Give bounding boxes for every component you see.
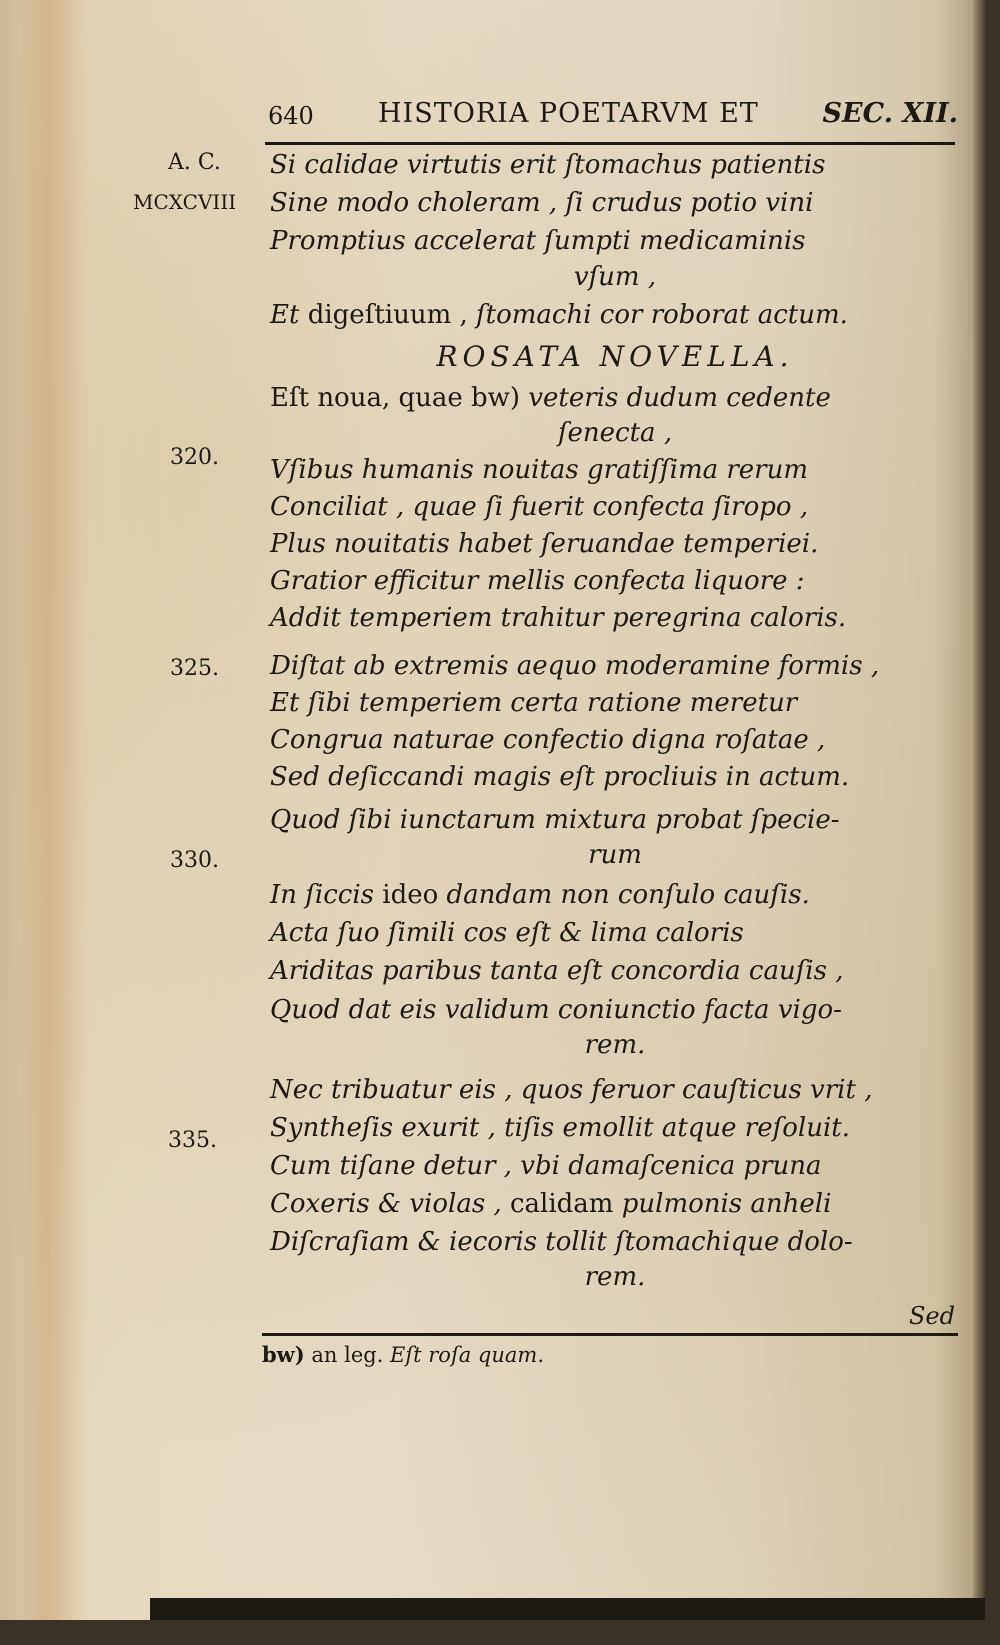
verse-fragment: ſtomachi cor roborat actum. xyxy=(467,300,848,330)
verse-line xyxy=(270,1189,960,1219)
verse-line: Congrua naturae confectio digna roſatae , xyxy=(270,725,826,755)
verse-line: Gratior efficitur mellis confecta liquore : xyxy=(270,566,805,596)
verse-line: Plus nouitatis habet ſeruandae temperiei. xyxy=(270,529,819,559)
poem-title: ROSATA NOVELLA. xyxy=(436,340,794,373)
verse-line: Vſibus humanis nouitas gratiſſima rerum xyxy=(270,455,809,485)
verse-fragment: ideo xyxy=(374,880,447,910)
verse-fragment: dandam non conſulo cauſis. xyxy=(446,880,810,910)
page-number: 640 xyxy=(268,102,314,130)
verse-line: Diſcraſiam & iecoris tollit ſtomachique dolo- xyxy=(270,1227,853,1257)
header-rule xyxy=(265,142,955,145)
verse-line: Si calidae virtutis erit ſtomachus patientis xyxy=(270,150,826,180)
verse-fragment: calidam xyxy=(501,1189,622,1219)
verse-line xyxy=(270,300,960,330)
page-edge-shadow xyxy=(973,0,985,1620)
verse-line: Et ſibi temperiem certa ratione meretur xyxy=(270,688,798,718)
verse-line: Cum tiſane detur , vbi damaſcenica pruna xyxy=(270,1151,822,1181)
verse-fragment: Coxeris & violas , xyxy=(270,1189,502,1219)
verse-line: Ariditas paribus tanta eſt concordia cauſis , xyxy=(270,956,844,986)
verse-line: Acta ſuo ſimili cos eſt & lima caloris xyxy=(270,918,744,948)
margin-line-number: 320. xyxy=(170,445,219,470)
verse-continuation: vſum , xyxy=(573,262,657,292)
margin-line-number: 325. xyxy=(170,656,219,681)
footnote-text: an leg. xyxy=(304,1343,391,1367)
page-bottom-edge xyxy=(150,1598,985,1620)
footnote-mark: bw) xyxy=(262,1342,305,1367)
verse-line: Quod ſibi iunctarum mixtura probat ſpecie- xyxy=(270,805,840,835)
margin-line-number: 335. xyxy=(168,1128,217,1153)
margin-year: MCXCVIII xyxy=(133,190,237,214)
verse-line: Diſtat ab extremis aequo moderamine formis , xyxy=(270,651,880,681)
page-stain xyxy=(20,0,90,1620)
verse-fragment: Eſt noua, quae bw) xyxy=(270,383,521,413)
verse-line: Quod dat eis validum coniunctio facta vigo- xyxy=(270,995,842,1025)
running-title: HISTORIA POETARVM ET xyxy=(378,98,759,129)
verse-fragment: In ſiccis xyxy=(270,880,374,910)
verse-line: Syntheſis exurit , tiſis emollit atque reſoluit. xyxy=(270,1113,850,1143)
margin-era: A. C. xyxy=(168,150,221,175)
verse-fragment: veteris dudum cedente xyxy=(520,383,831,413)
verse-line: Nec tribuatur eis , quos feruor cauſticus vrit , xyxy=(270,1075,873,1105)
verse-continuation: rem. xyxy=(584,1030,646,1060)
verse-line: Conciliat , quae ſi fuerit confecta ſiropo , xyxy=(270,492,809,522)
verse-line: Promptius accelerat ſumpti medicaminis xyxy=(270,226,806,256)
verse-line: Sed deſiccandi magis eſt procliuis in actum. xyxy=(270,762,850,792)
verse-fragment: digeſtiuum , xyxy=(299,300,468,330)
verse-line xyxy=(270,880,960,910)
verse-fragment: pulmonis anheli xyxy=(621,1189,832,1219)
catchword: Sed xyxy=(908,1302,955,1330)
verse-line xyxy=(270,383,960,413)
verse-continuation: rum xyxy=(588,840,642,870)
footnote xyxy=(262,1342,544,1367)
footnote-italic: Eſt roſa quam. xyxy=(390,1343,544,1367)
verse-continuation: rem. xyxy=(584,1262,646,1292)
running-header xyxy=(268,96,958,136)
margin-line-number: 330. xyxy=(170,848,219,873)
footnote-rule xyxy=(262,1333,958,1336)
verse-line: Sine modo choleram , ſi crudus potio vini xyxy=(270,188,814,218)
verse-continuation: ſenecta , xyxy=(557,418,673,448)
verse-line: Addit temperiem trahitur peregrina caloris. xyxy=(270,603,847,633)
section-label: SEC. XII. xyxy=(822,98,958,129)
verse-fragment: Et xyxy=(270,300,300,330)
